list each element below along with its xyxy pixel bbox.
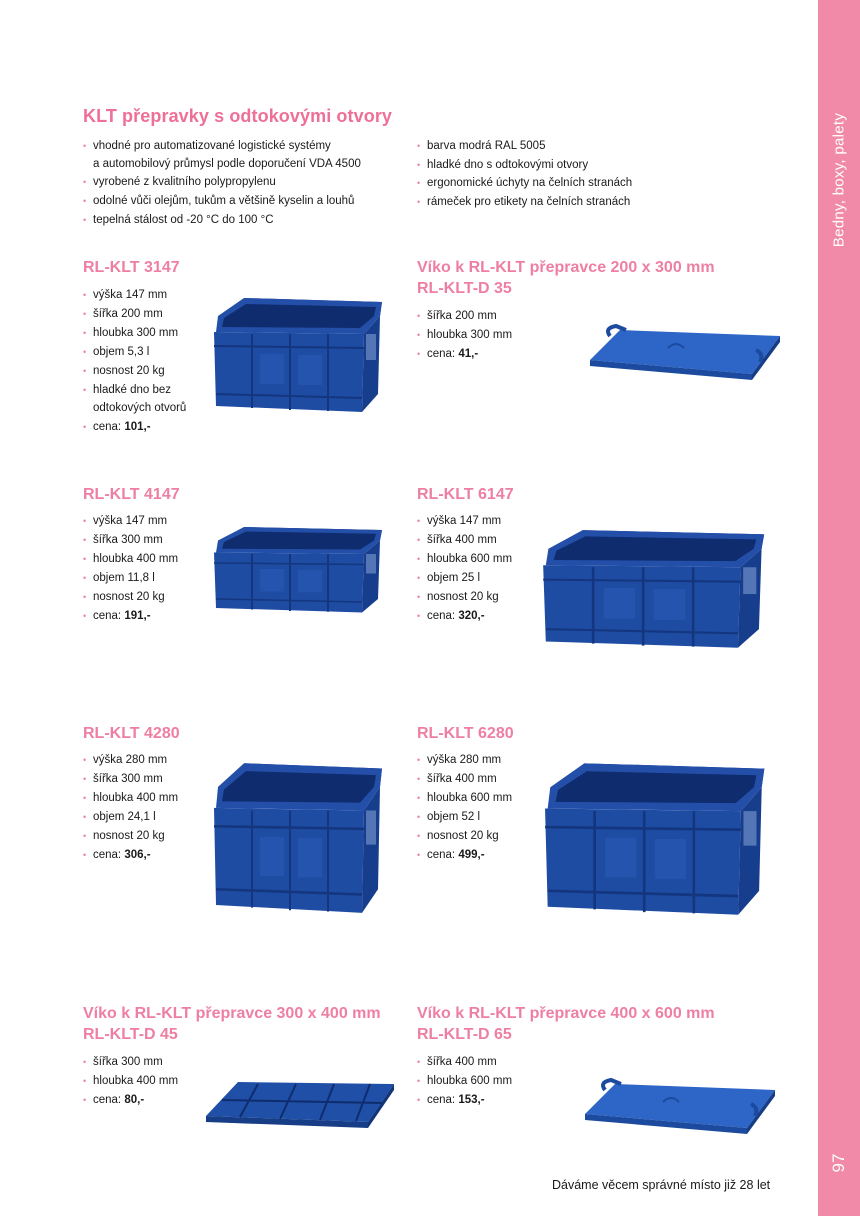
spec-price: • cena: 191,- — [83, 607, 213, 626]
spec-price: • cena: 41,- — [417, 345, 547, 364]
product-title: RL-KLT 4147 — [83, 486, 180, 503]
spec-item: • šířka 300 mm — [83, 1053, 213, 1072]
product-title: Víko k RL-KLT přepravce 400 x 600 mm RL-KLT-D 65 — [417, 1005, 715, 1043]
price-value: 306,- — [124, 848, 151, 861]
intro-item: • ergonomické úchyty na čelních stranách — [417, 175, 737, 193]
spec-item: • šířka 300 mm — [83, 770, 213, 789]
intro-title: KLT přepravky s odtokovými otvory — [83, 106, 393, 126]
spec-item: • objem 5,3 l — [83, 343, 213, 362]
price-value: 499,- — [458, 848, 485, 861]
intro-item: • hladké dno s odtokovými otvory — [417, 157, 737, 175]
crate-icon — [204, 294, 394, 422]
spec-item: • hladké dno bez odtokových otvorů — [83, 381, 213, 419]
spec-item: • šířka 400 mm — [417, 1053, 547, 1072]
product-specs — [417, 1053, 547, 1110]
spec-item: • výška 147 mm — [83, 286, 213, 305]
product-title: RL-KLT 6280 — [417, 725, 514, 742]
intro-left-list — [83, 138, 403, 230]
spec-item: • výška 280 mm — [417, 751, 547, 770]
spec-item: • hloubka 600 mm — [417, 1072, 547, 1091]
spec-item: • šířka 200 mm — [83, 305, 213, 324]
product-specs — [83, 1053, 213, 1110]
spec-price: • cena: 101,- — [83, 418, 213, 437]
spec-item: • hloubka 400 mm — [83, 789, 213, 808]
spec-item: • nosnost 20 kg — [417, 588, 547, 607]
spec-item: • nosnost 20 kg — [83, 362, 213, 381]
page-number: 97 — [829, 1153, 848, 1173]
product-title: Víko k RL-KLT přepravce 300 x 400 mm RL-KLT-D 45 — [83, 1005, 381, 1043]
spec-item: • nosnost 20 kg — [417, 827, 547, 846]
price-value: 191,- — [124, 609, 151, 622]
product-specs — [417, 751, 547, 864]
lid-icon — [575, 1070, 785, 1142]
product-specs — [417, 307, 547, 364]
spec-item: • nosnost 20 kg — [83, 588, 213, 607]
spec-item: • šířka 300 mm — [83, 531, 213, 550]
spec-item: • hloubka 400 mm — [83, 550, 213, 569]
intro-right-list — [417, 138, 737, 213]
intro-item: • vyrobené z kvalitního polypropylenu — [83, 174, 403, 192]
price-value: 41,- — [458, 347, 479, 360]
footer-tagline: Dáváme věcem správné místo již 28 let — [552, 1178, 771, 1192]
product-title: Víko k RL-KLT přepravce 200 x 300 mm RL-KLT-D 35 — [417, 259, 715, 297]
spec-item: • šířka 400 mm — [417, 770, 547, 789]
intro-item: • rámeček pro etikety na čelních stranách — [417, 194, 737, 212]
crate-icon — [204, 524, 394, 620]
product-title: RL-KLT 6147 — [417, 486, 514, 503]
spec-item: • výška 280 mm — [83, 751, 213, 770]
spec-item: • objem 52 l — [417, 808, 547, 827]
price-value: 80,- — [124, 1093, 145, 1106]
price-value: 153,- — [458, 1093, 485, 1106]
crate-icon — [204, 758, 394, 926]
side-category-label: Bedny, boxy, palety — [830, 112, 848, 248]
spec-item: • hloubka 300 mm — [417, 326, 547, 345]
spec-item: • hloubka 600 mm — [417, 789, 547, 808]
price-value: 101,- — [124, 421, 151, 434]
price-value: 320,- — [458, 609, 485, 622]
lid-grid-icon — [198, 1070, 400, 1132]
spec-item: • šířka 200 mm — [417, 307, 547, 326]
spec-item: • nosnost 20 kg — [83, 827, 213, 846]
spec-price: • cena: 306,- — [83, 846, 213, 865]
spec-item: • výška 147 mm — [83, 512, 213, 531]
lid-icon — [580, 316, 790, 388]
spec-price: • cena: 499,- — [417, 846, 547, 865]
spec-item: • objem 11,8 l — [83, 569, 213, 588]
crate-icon — [530, 526, 780, 658]
product-title: RL-KLT 3147 — [83, 259, 180, 276]
spec-price: • cena: 80,- — [83, 1091, 213, 1110]
spec-item: • hloubka 600 mm — [417, 550, 547, 569]
product-title: RL-KLT 4280 — [83, 725, 180, 742]
intro-item: • tepelná stálost od -20 °C do 100 °C — [83, 212, 403, 230]
spec-item: • objem 24,1 l — [83, 808, 213, 827]
product-specs — [83, 286, 213, 437]
spec-item: • hloubka 300 mm — [83, 324, 213, 343]
spec-price: • cena: 153,- — [417, 1091, 547, 1110]
product-specs — [83, 512, 213, 625]
intro-item: • vhodné pro automatizované logistické systémy a automobilový průmysl podle doporučení VDA 4500 — [83, 138, 403, 173]
spec-item: • šířka 400 mm — [417, 531, 547, 550]
intro-item: • barva modrá RAL 5005 — [417, 138, 737, 156]
spec-price: • cena: 320,- — [417, 607, 547, 626]
crate-icon — [532, 758, 780, 928]
product-specs — [417, 512, 547, 625]
spec-item: • objem 25 l — [417, 569, 547, 588]
spec-item: • hloubka 400 mm — [83, 1072, 213, 1091]
spec-item: • výška 147 mm — [417, 512, 547, 531]
product-specs — [83, 751, 213, 864]
intro-item: • odolné vůči olejům, tukům a většině kyselin a louhů — [83, 193, 403, 211]
